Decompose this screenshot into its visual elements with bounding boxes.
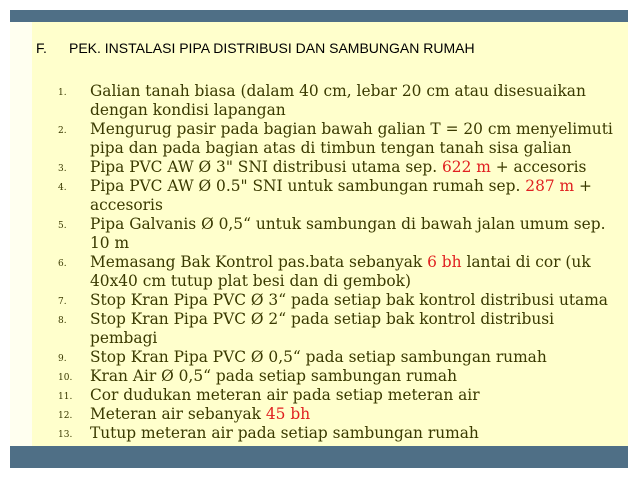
list-item: [58, 386, 618, 405]
list-item: [58, 177, 618, 215]
item-text: Memasang Bak Kontrol pas.bata sebanyak 6 bh lantai di cor (uk 40x40 cm tutup plat besi dan di gembok): [90, 253, 591, 290]
list-item: [58, 405, 618, 424]
item-number: 4.: [58, 183, 67, 193]
item-text: Tutup meteran air pada setiap sambungan rumah: [90, 424, 479, 442]
item-number: 6.: [58, 259, 67, 269]
list-item: [58, 367, 618, 386]
list-item: [58, 82, 618, 120]
item-text: Cor dudukan meteran air pada setiap meteran air: [90, 386, 480, 404]
item-number: 3.: [58, 164, 67, 174]
highlight-value: 287 m: [525, 177, 575, 195]
item-number: 11.: [58, 392, 73, 402]
list-item: [58, 424, 618, 443]
item-text: Pipa PVC AW Ø 0.5" SNI untuk sambungan rumah sep. 287 m + accesoris: [90, 177, 592, 214]
item-number: 9.: [58, 354, 67, 364]
item-number: 13.: [58, 430, 73, 440]
item-number: 10.: [58, 373, 73, 383]
item-text: Mengurug pasir pada bagian bawah galian T = 20 cm menyelimuti pipa dan pada bagian atas di timbun tengan tanah sisa galian: [90, 120, 613, 157]
item-text: Pipa Galvanis Ø 0,5“ untuk sambungan di bawah jalan umum sep. 10 m: [90, 215, 606, 252]
section-letter: F.: [36, 40, 47, 56]
item-text: Meteran air sebanyak 45 bh: [90, 405, 311, 423]
item-number: 5.: [58, 221, 67, 231]
item-number: 8.: [58, 316, 67, 326]
list-item: [58, 120, 618, 158]
item-text: Stop Kran Pipa PVC Ø 3“ pada setiap bak kontrol distribusi utama: [90, 291, 608, 309]
list-item: [58, 215, 618, 253]
list-item: [58, 253, 618, 291]
list-item: [58, 158, 618, 177]
highlight-value: 6 bh: [427, 253, 462, 271]
item-number: 7.: [58, 297, 67, 307]
list-item: [58, 348, 618, 367]
highlight-value: 45 bh: [265, 405, 311, 423]
top-bar: [10, 10, 628, 22]
item-text: Kran Air Ø 0,5“ pada setiap sambungan rumah: [90, 367, 457, 385]
item-text: Stop Kran Pipa PVC Ø 0,5“ pada setiap sambungan rumah: [90, 348, 547, 366]
list-item: [58, 310, 618, 348]
item-text: Stop Kran Pipa PVC Ø 2“ pada setiap bak kontrol distribusi pembagi: [90, 310, 555, 347]
bottom-bar: [10, 446, 628, 468]
item-text: Galian tanah biasa (dalam 40 cm, lebar 20 cm atau disesuaikan dengan kondisi lapangan: [90, 82, 586, 119]
highlight-value: 622 m: [442, 158, 491, 176]
item-number: 1.: [58, 88, 67, 98]
section-heading: [36, 40, 616, 56]
left-strip: [10, 22, 32, 446]
item-text: Pipa PVC AW Ø 3" SNI distribusi utama sep. 622 m + accesoris: [90, 158, 587, 176]
section-title: PEK. INSTALASI PIPA DISTRIBUSI DAN SAMBUNGAN RUMAH: [69, 40, 475, 56]
work-item-list: [58, 82, 618, 443]
list-item: [58, 291, 618, 310]
item-number: 2.: [58, 126, 67, 136]
item-number: 12.: [58, 411, 73, 421]
